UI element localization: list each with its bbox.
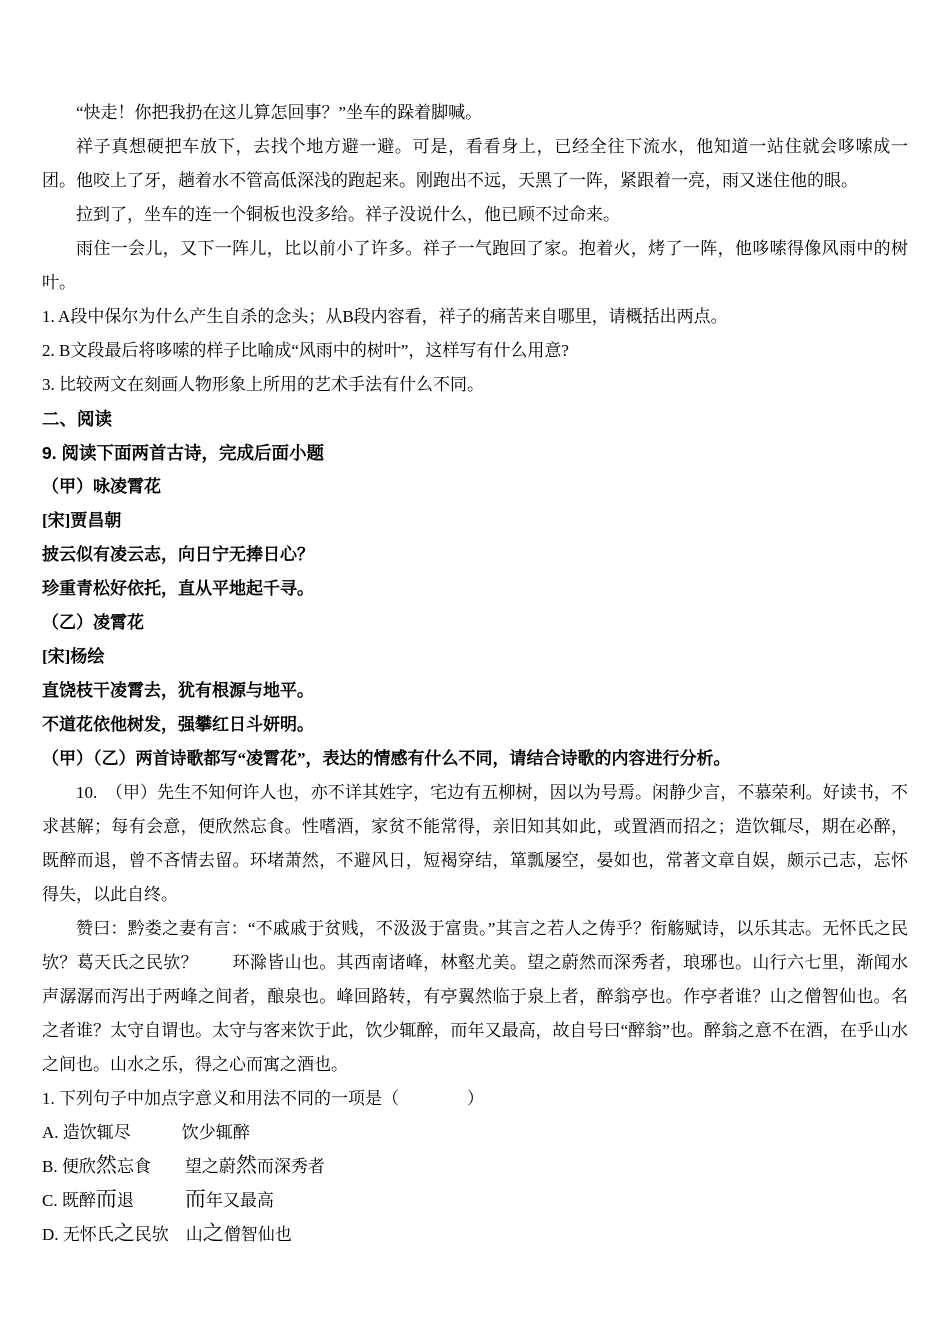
question9-intro: 9. 阅读下面两首古诗，完成后面小题 (42, 443, 324, 463)
poem-yi-line-2: 不道花依他树发，强攀红日斗妍明。 (42, 715, 314, 734)
question9-block (42, 436, 908, 776)
narrative-paragraph-3: 拉到了，坐车的连一个铜板也没多给。祥子没说什么，他已顾不过命来。 (76, 205, 620, 224)
narrative-paragraph-4: 雨住一会儿，又下一阵儿，比以前小了许多。祥子一气跑回了家。抱着火，烤了一阵，他哆嗦得像风雨中的树叶。 (42, 239, 908, 292)
section2-heading: 二、阅读 (42, 409, 112, 429)
part1-question-1: 1. A段中保尔为什么产生自杀的念头；从B段内容看，祥子的痛苦来自哪里，请概括出两点。 (42, 307, 728, 326)
narrative-paragraph-1: “快走！你把我扔在这儿算怎回事？”坐车的跺着脚喊。 (76, 103, 483, 122)
part1-question-3: 3. 比较两文在刻画人物形象上所用的艺术手法有什么不同。 (42, 375, 484, 394)
option-b: B. 便欣然忘食 望之蔚然而深秀者 (42, 1153, 325, 1177)
poem-yi-line-1: 直饶枝干凌霄去，犹有根源与地平。 (42, 681, 314, 700)
option-c: C. 既醉而退 而年又最高 (42, 1187, 274, 1211)
poem-yi-title: （乙）凌霄花 (42, 613, 144, 632)
question10-block (42, 776, 908, 1252)
question10-passage-1: 10. （甲）先生不知何许人也，亦不详其姓字，宅边有五柳树，因以为号焉。闲静少言，不慕荣利。好读书，不求甚解；每有会意，便欣然忘食。性嗜酒，家贫不能常得，亲旧知其如此，或置酒而招之；造饮辄尽，期在必醉，既醉而退，曾不吝情去留。环堵萧然，不避风日，短褐穿结，箪瓢屡空，晏如也，常著文章自娱，颇示己志，忘怀得失，以此自终。 (42, 783, 908, 904)
option-a: A. 造饮辄尽 饮少辄醉 (42, 1123, 250, 1142)
question10-passage-2: 赞曰：黔娄之妻有言：“不戚戚于贫贱，不汲汲于富贵。”其言之若人之俦乎？衔觞赋诗，以乐其志。无怀氏之民欤？葛天氏之民欤？ 环滁皆山也。其西南诸峰，林壑尤美。望之蔚然而深秀者，琅琊也。山行六七里，渐闻水声潺潺而泻出于两峰之间者，酿泉也。峰回路转，有亭翼然临于泉上者，醉翁亭也。作亭者谁？山之僧智仙也。名之者谁？太守自谓也。太守与客来饮于此，饮少辄醉，而年又最高，故自号曰“醉翁”也。醉翁之意不在酒，在乎山水之间也。山水之乐，得之心而寓之酒也。 (42, 919, 908, 1074)
part1-question-2: 2. B文段最后将哆嗦的样子比喻成“风雨中的树叶”，这样写有什么用意? (42, 341, 569, 360)
poem-yi-author: [宋]杨绘 (42, 647, 105, 666)
poem-jia-line-2: 珍重青松好依托，直从平地起千寻。 (42, 579, 314, 598)
poem-jia-title: （甲）咏凌霄花 (42, 477, 161, 496)
question9-prompt: （甲）（乙）两首诗歌都写“凌霄花”，表达的情感有什么不同，请结合诗歌的内容进行分析。 (42, 749, 731, 768)
narrative-paragraph-2: 祥子真想硬把车放下，去找个地方避一避。可是，看看身上，已经全往下流水，他知道一站住就会哆嗦成一团。他咬上了牙，趟着水不管高低深浅的跑起来。刚跑出不远，天黑了一阵，紧跟着一亮，雨又迷住他的眼。 (42, 137, 908, 190)
question10-sub-question-1: 1. 下列句子中加点字意义和用法不同的一项是（ ） (42, 1089, 484, 1108)
poem-jia-line-1: 披云似有凌云志，向日宁无捧日心？ (42, 545, 314, 564)
part1-reading-section (42, 96, 908, 402)
poem-jia-author: [宋]贾昌朝 (42, 511, 122, 530)
option-d: D. 无怀氏之民欤 山之僧智仙也 (42, 1221, 292, 1245)
